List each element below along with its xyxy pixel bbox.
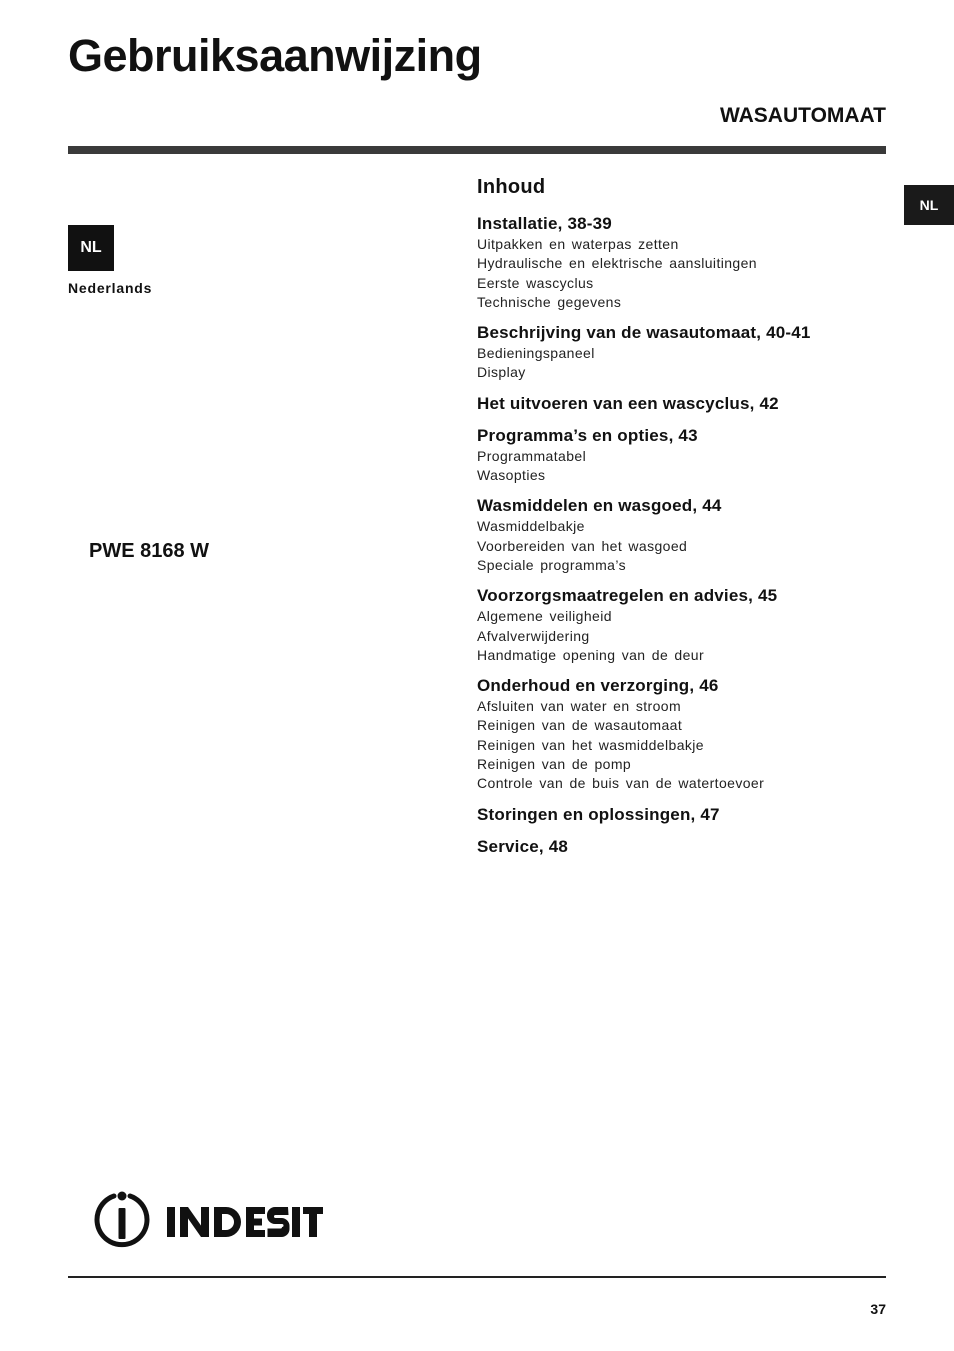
model-number: PWE 8168 W — [89, 540, 210, 562]
language-name: Nederlands — [68, 280, 153, 296]
toc-subitem: Wasmiddelbakje — [477, 518, 585, 535]
toc-subitem: Programmatabel — [477, 447, 587, 464]
toc-section — [477, 322, 897, 383]
side-tab-label: NL — [919, 197, 939, 213]
toc-heading: Inhoud — [477, 176, 546, 198]
toc-section-title: Voorzorgsmaatregelen en advies, 45 — [477, 586, 778, 606]
toc-section-title: Wasmiddelen en wasgoed, 44 — [477, 496, 722, 516]
toc-subitem: Afsluiten van water en stroom — [477, 698, 682, 715]
toc-subitem: Hydraulische en elektrische aansluitingen — [477, 255, 757, 272]
toc-subitem: Eerste wascyclus — [477, 274, 594, 291]
footer-rule — [68, 1276, 886, 1278]
toc-subitem: Technische gegevens — [477, 293, 622, 310]
toc-section — [477, 675, 897, 793]
toc-subitem: Display — [477, 364, 526, 381]
toc-subitem: Afvalverwijdering — [477, 627, 590, 644]
page-number: 37 — [870, 1301, 886, 1317]
language-side-tab — [904, 185, 954, 225]
language-badge — [68, 225, 114, 271]
toc-subitem: Controle van de buis van de watertoevoer — [477, 775, 765, 792]
toc-section — [477, 804, 897, 826]
toc-section-title: Service, 48 — [477, 836, 569, 856]
toc-section-title: Programma’s en opties, 43 — [477, 425, 698, 445]
toc-section-title: Onderhoud en verzorging, 46 — [477, 676, 719, 696]
toc-section-title: Het uitvoeren van een wascyclus, 42 — [477, 393, 779, 413]
toc-subitem: Voorbereiden van het wasgoed — [477, 537, 688, 554]
brand-logo — [92, 1187, 324, 1256]
toc-section — [477, 836, 897, 858]
toc-sections — [477, 213, 897, 858]
toc-section-title: Installatie, 38-39 — [477, 214, 612, 233]
toc-subitem: Reinigen van de wasautomaat — [477, 717, 683, 734]
toc-subitem: Uitpakken en waterpas zetten — [477, 236, 679, 252]
toc-section — [477, 393, 897, 415]
toc-section-title: Storingen en oplossingen, 47 — [477, 804, 720, 824]
toc-subitem: Speciale programma’s — [477, 556, 627, 573]
header-rule — [68, 146, 886, 154]
toc-section-title: Beschrijving van de wasautomaat, 40-41 — [477, 323, 811, 343]
toc-section — [477, 585, 897, 665]
language-code: NL — [80, 239, 102, 256]
page-title: Gebruiksaanwijzing — [68, 30, 482, 81]
indesit-logo-icon — [92, 1187, 324, 1251]
toc-subitem: Reinigen van het wasmiddelbakje — [477, 736, 704, 753]
toc-subitem: Bedieningspaneel — [477, 345, 595, 362]
toc-section — [477, 425, 897, 486]
toc-subitem: Algemene veiligheid — [477, 608, 612, 625]
table-of-contents — [477, 176, 897, 868]
toc-section — [477, 495, 897, 575]
toc-subitem: Handmatige opening van de deur — [477, 646, 705, 663]
toc-subitem: Reinigen van de pomp — [477, 756, 632, 773]
toc-subitem: Wasopties — [477, 467, 546, 484]
toc-section — [477, 213, 897, 312]
product-type: WASAUTOMAAT — [719, 104, 886, 127]
